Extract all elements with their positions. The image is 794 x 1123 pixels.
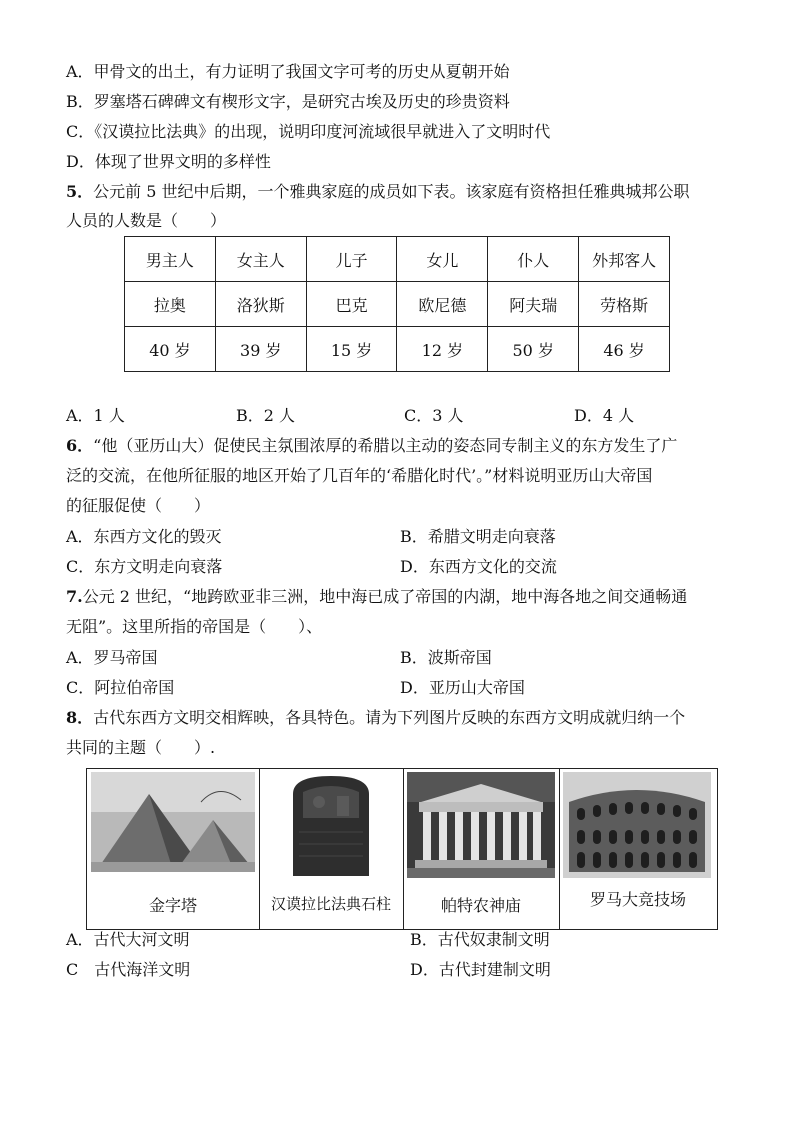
table-row bbox=[125, 237, 670, 282]
stele-caption: 汉谟拉比法典石柱 bbox=[270, 895, 391, 913]
table-cell: 拉奥 bbox=[125, 282, 216, 327]
q6-option-c: C．东方文明走向衰落 bbox=[66, 557, 223, 576]
q7-number: 7. bbox=[66, 587, 83, 606]
q8-stem-text: 古代东西方文明交相辉映，各具特色。请为下列图片反映的东西方文明成就归纳一个 bbox=[93, 708, 686, 727]
pyramid-caption: 金字塔 bbox=[148, 896, 197, 915]
stele-image bbox=[263, 772, 399, 878]
table-cell: 洛狄斯 bbox=[215, 282, 306, 327]
q6-option-b: B．希腊文明走向衰落 bbox=[400, 527, 556, 546]
q5-stem-text: 公元前 5 世纪中后期，一个雅典家庭的成员如下表。该家庭有资格担任雅典城邦公职 bbox=[93, 182, 690, 201]
table-row bbox=[125, 282, 670, 327]
q5-stem-line1 bbox=[66, 182, 690, 202]
q5-number: 5． bbox=[66, 182, 94, 201]
q8-option-c: C 古代海洋文明 bbox=[66, 960, 191, 979]
table-cell: 50 岁 bbox=[488, 327, 579, 372]
q4-option-b: B．罗塞塔石碑碑文有楔形文字，是研究古埃及历史的珍贵资料 bbox=[66, 92, 510, 111]
q8-option-d: D．古代封建制文明 bbox=[410, 960, 551, 979]
q5-option-a: A．1 人 bbox=[66, 406, 125, 425]
q4-option-d: D．体现了世界文明的多样性 bbox=[66, 152, 271, 171]
q6-stem-line1 bbox=[66, 436, 677, 456]
q8-stem-line2: 共同的主题（ ）. bbox=[66, 738, 216, 757]
q7-option-a: A．罗马帝国 bbox=[66, 648, 158, 667]
q6-option-d: D．东西方文化的交流 bbox=[400, 557, 557, 576]
q7-stem-line2: 无阻”。这里所指的帝国是（ ）、 bbox=[66, 617, 323, 636]
q7-stem-text: 公元 2 世纪，“地跨欧亚非三洲，地中海已成了帝国的内湖，地中海各地之间交通畅通 bbox=[82, 587, 688, 606]
colosseum-caption: 罗马大竞技场 bbox=[589, 890, 686, 909]
table-cell: 46 岁 bbox=[579, 327, 670, 372]
q4-option-c: C．《汉谟拉比法典》的出现，说明印度河流域很早就进入了文明时代 bbox=[66, 122, 551, 141]
table-cell: 劳格斯 bbox=[579, 282, 670, 327]
q4-option-a: A．甲骨文的出土，有力证明了我国文字可考的历史从夏朝开始 bbox=[66, 62, 510, 81]
q6-stem-line2: 泛的交流，在他所征服的地区开始了几百年的‘希腊化时代’。”材料说明亚历山大帝国 bbox=[66, 466, 653, 485]
table-cell: 女儿 bbox=[397, 237, 488, 282]
table-cell: 外邦客人 bbox=[579, 237, 670, 282]
q5-option-b: B．2 人 bbox=[236, 406, 296, 425]
q8-stem-line1 bbox=[66, 708, 685, 728]
q7-stem-line1 bbox=[66, 587, 687, 607]
q6-option-a: A．东西方文化的毁灭 bbox=[66, 527, 222, 546]
q6-stem-text: “他（亚历山大）促使民主氛围浓厚的希腊以主动的姿态同专制主义的东方发生了广 bbox=[93, 436, 678, 455]
pyramid-image bbox=[91, 772, 255, 872]
table-cell: 40 岁 bbox=[125, 327, 216, 372]
table-cell: 欧尼德 bbox=[397, 282, 488, 327]
q6-stem-line3: 的征服促使（ ） bbox=[66, 496, 211, 515]
table-row bbox=[125, 327, 670, 372]
q7-option-c: C．阿拉伯帝国 bbox=[66, 678, 175, 697]
q5-stem-line2: 人员的人数是（ ） bbox=[66, 211, 227, 230]
q7-option-d: D．亚历山大帝国 bbox=[400, 678, 525, 697]
table-cell: 仆人 bbox=[488, 237, 579, 282]
table-cell: 15 岁 bbox=[306, 327, 397, 372]
q8-option-b: B．古代奴隶制文明 bbox=[410, 930, 550, 949]
table-cell: 阿夫瑞 bbox=[488, 282, 579, 327]
colosseum-image bbox=[563, 772, 711, 878]
q7-option-b: B．波斯帝国 bbox=[400, 648, 492, 667]
colosseum-picture bbox=[559, 769, 717, 929]
stele-picture bbox=[259, 769, 404, 929]
table-cell: 巴克 bbox=[306, 282, 397, 327]
family-table bbox=[124, 236, 670, 372]
q6-number: 6． bbox=[66, 436, 94, 455]
table-cell: 男主人 bbox=[125, 237, 216, 282]
picture-strip bbox=[86, 768, 718, 930]
q8-number: 8． bbox=[66, 708, 94, 727]
parthenon-caption: 帕特农神庙 bbox=[440, 896, 521, 915]
q5-option-c: C．3 人 bbox=[404, 406, 464, 425]
parthenon-picture bbox=[403, 769, 560, 929]
q8-option-a: A．古代大河文明 bbox=[66, 930, 190, 949]
table-cell: 女主人 bbox=[215, 237, 306, 282]
table-cell: 12 岁 bbox=[397, 327, 488, 372]
table-cell: 儿子 bbox=[306, 237, 397, 282]
table-cell: 39 岁 bbox=[215, 327, 306, 372]
q5-option-d: D．4 人 bbox=[574, 406, 635, 425]
parthenon-image bbox=[407, 772, 555, 878]
pyramid-picture bbox=[87, 769, 260, 929]
